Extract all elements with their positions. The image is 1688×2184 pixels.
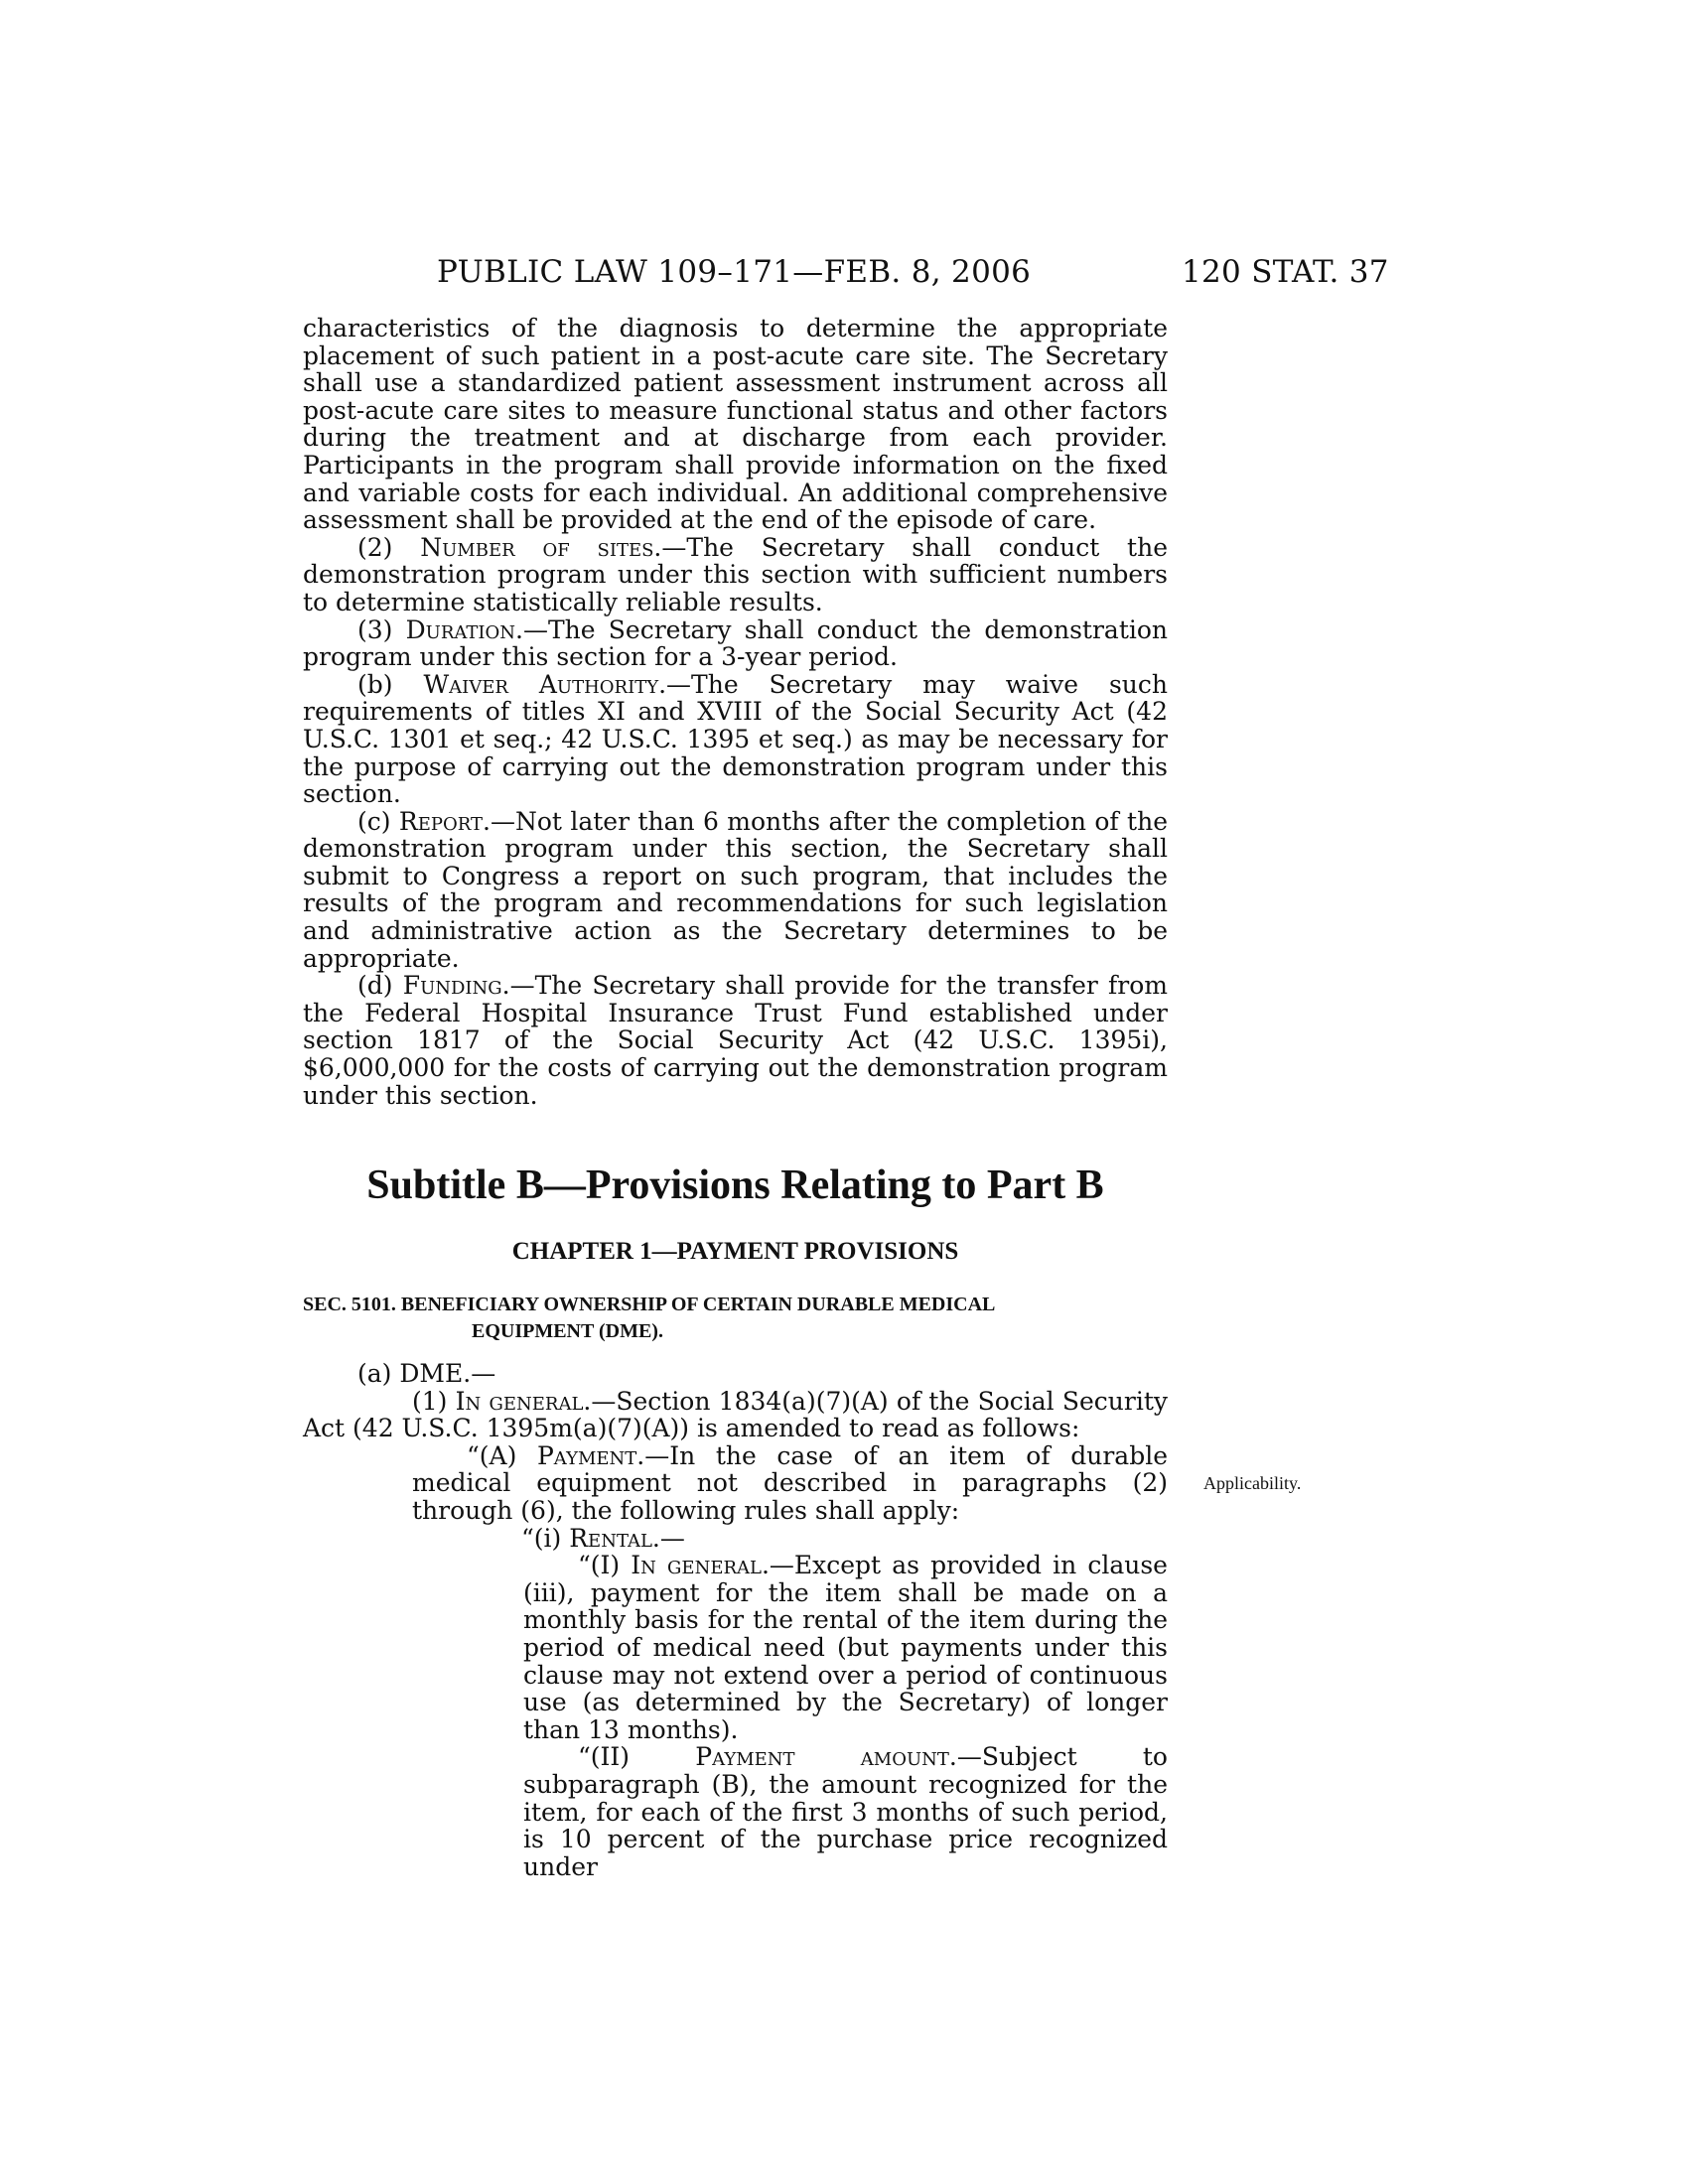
paragraph-duration: (3) Duration.—The Secretary shall conduct the demonstration program under this section for a 3-year period. [303, 614, 1169, 672]
heading-in-general: In general. [455, 1386, 592, 1416]
section-heading-line2: EQUIPMENT (DME). [472, 1320, 663, 1342]
paragraph-II-payment-amount: “(II) Payment amount.—Subject to subparagraph (B), the amount recognized for the item, for each of the first 3 months of such period, is 10 percent of the purchase price recognized under [523, 1742, 1168, 1881]
heading-rental: Rental. [569, 1523, 660, 1553]
paragraph-waiver-authority: (b) Waiver Authority.—The Secretary may waive such requirements of titles XI and XVIII of the Social Security Act (42 U.S.C. 1301 et seq.; 42 U.S.C. 1395 et seq.) as may be necessary for the purpose of carrying out the demonstration program under this section. [303, 669, 1168, 809]
running-head: PUBLIC LAW 109–171—FEB. 8, 2006 [437, 254, 1032, 290]
margin-note: Applicability. [1203, 1473, 1302, 1493]
body-text-top [303, 315, 1168, 1109]
section-heading [303, 1292, 1168, 1345]
heading-waiver-authority: Waiver Authority. [423, 669, 667, 699]
paragraph-funding: (d) Funding.—The Secretary shall provide for the transfer from the Federal Hospital Insurance Trust Fund established under section 1817 of the Social Security Act (42 U.S.C. 1395i), $6,000,000 for the costs of carrying out the demonstration program under this section. [303, 971, 1168, 1110]
paragraph-continuation: characteristics of the diagnosis to determine the appropriate placement of such patient in a post-acute care site. The Secretary shall use a standardized patient assessment instrument across all post-acute care sites to measure functional status and other factors during the treatment and at discharge from each provider. Participants in the program shall provide information on the fixed and variable costs for each individual. An additional comprehensive assessment shall be provided at the end of the episode of care. [303, 314, 1168, 535]
heading-duration: Duration. [405, 614, 523, 644]
paragraph-i-rental: “(i) Rental.— [521, 1523, 685, 1553]
heading-funding: Funding. [402, 971, 510, 1001]
heading-report: Report. [398, 806, 491, 836]
body-text-dme [303, 1360, 1168, 1880]
heading-I-in-general: In general. [631, 1551, 770, 1580]
paragraph-report: (c) Report.—Not later than 6 months after the completion of the demonstration program under this section, the Secretary shall submit to Congress a report on such program, that includes the results of the program and recommendations for such legislation and administrative action as the Secretary determines to be appropriate. [303, 806, 1168, 973]
subtitle-heading: Subtitle B—Provisions Relating to Part B [366, 1162, 1104, 1208]
paragraph-I-in-general: “(I) In general.—Except as provided in clause (iii), payment for the item shall be made on a monthly basis for the rental of the item during the period of medical need (but payments under this clause may not extend over a period of continuous use (as determined by the Secretary) of longer than 13 months). [523, 1551, 1168, 1744]
heading-payment-amount: Payment amount. [695, 1742, 957, 1772]
section-heading-line1: SEC. 5101. BENEFICIARY OWNERSHIP OF CERTAIN DURABLE MEDICAL [303, 1294, 996, 1315]
heading-payment: Payment. [536, 1440, 645, 1470]
heading-number-of-sites: Number of sites. [420, 532, 662, 562]
page-number: 120 STAT. 37 [1182, 254, 1389, 290]
chapter-heading: CHAPTER 1—PAYMENT PROVISIONS [511, 1238, 959, 1265]
paragraph-number-of-sites: (2) Number of sites.—The Secretary shall conduct the demonstration program under this section with sufficient numbers to determine statistically reliable results. [303, 532, 1168, 616]
paragraph-A-payment: “(A) Payment.—In the case of an item of durable medical equipment not described in paragraphs (2) through (6), the following rules shall apply: [412, 1440, 1168, 1525]
paragraph-1-in-general: (1) In general.—Section 1834(a)(7)(A) of the Social Security Act (42 U.S.C. 1395m(a)(7)(A)) is amended to read as follows: [303, 1386, 1169, 1443]
paragraph-a-dme: (a) DME.— [357, 1359, 496, 1388]
